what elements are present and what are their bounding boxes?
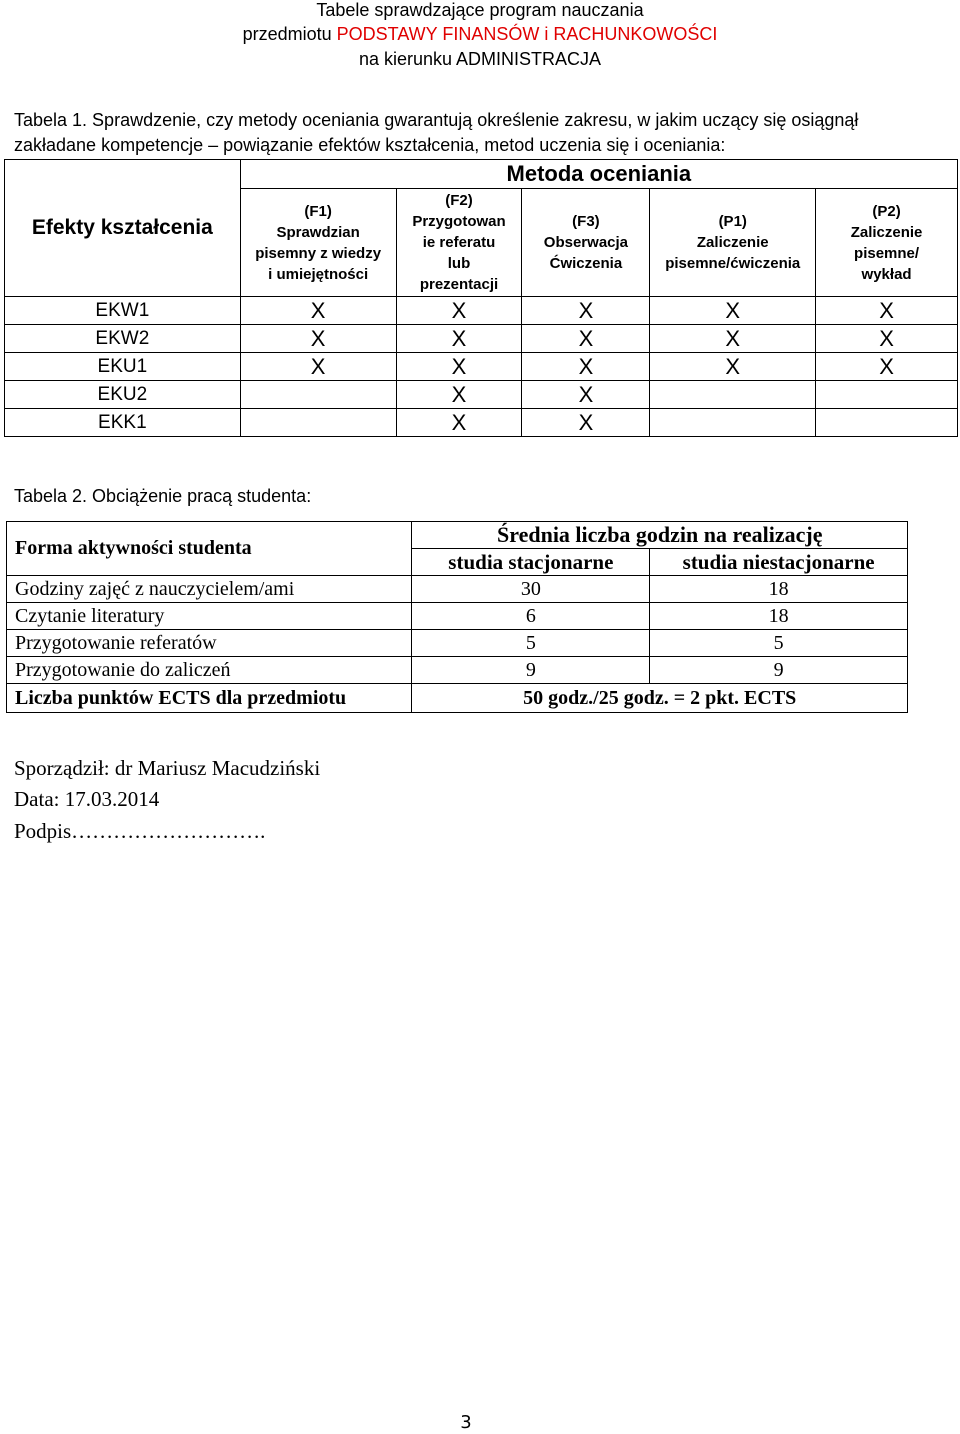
ects-label: Liczba punktów ECTS dla przedmiotu (7, 684, 412, 713)
mark-cell: X (816, 297, 958, 325)
method-cell (816, 189, 958, 297)
method-label-line: Zaliczenie (696, 234, 769, 251)
method-label-line: i umiejętności (268, 265, 369, 283)
mark-cell: X (816, 353, 958, 381)
full-time-cell: 5 (412, 630, 650, 657)
mark-cell: X (522, 353, 650, 381)
effect-code: EKU2 (5, 381, 241, 409)
mark-cell: X (816, 325, 958, 353)
mark-cell: X (650, 297, 816, 325)
effect-code: EKW1 (5, 297, 241, 325)
method-label-line: wykład (861, 265, 912, 283)
document-title-line2 (0, 22, 960, 46)
mark-cell: X (522, 297, 650, 325)
mark-cell: X (396, 297, 522, 325)
mark-cell (240, 409, 396, 437)
prepared-by: Sporządził: dr Mariusz Macudziński (14, 756, 321, 780)
table1-caption-line1: Tabela 1. Sprawdzenie, czy metody oceniania gwarantują określenie zakresu, w jakim uczący się osiągnął (14, 110, 859, 130)
method-code: (F1) (304, 202, 332, 220)
table2-caption: Tabela 2. Obciążenie pracą studenta: (14, 486, 312, 506)
effects-header: Efekty kształcenia (5, 160, 241, 297)
activity-cell: Godziny zajęć z nauczycielem/ami (7, 576, 412, 603)
table-row (7, 657, 908, 684)
mark-cell (240, 381, 396, 409)
mark-cell: X (650, 353, 816, 381)
method-label-line: ie referatu (422, 234, 496, 251)
signature: Podpis………………………. (14, 819, 266, 843)
method-label-line: pisemny z wiedzy (255, 244, 382, 262)
mark-cell: X (396, 353, 522, 381)
method-label-line: Obserwacja (543, 234, 629, 251)
method-cell (650, 189, 816, 297)
part-time-cell: 18 (650, 576, 908, 603)
method-cell (522, 189, 650, 297)
date: Data: 17.03.2014 (14, 787, 160, 811)
document-title-line3: na kierunku ADMINISTRACJA (358, 49, 602, 69)
method-label-line: Sprawdzian (276, 223, 360, 241)
method-code: (P2) (872, 202, 901, 220)
subject-prefix: przedmiotu (242, 24, 337, 44)
assessment-methods-table (4, 159, 958, 437)
method-code: (P1) (718, 213, 747, 230)
mark-cell: X (650, 325, 816, 353)
table-row (5, 325, 958, 353)
mark-cell (816, 381, 958, 409)
method-label-line: Zaliczenie (850, 223, 923, 241)
part-time-header: studia niestacjonarne (650, 549, 908, 576)
method-code: (F2) (445, 192, 473, 209)
table-row (5, 381, 958, 409)
method-header: Metoda oceniania (240, 160, 957, 189)
table-row (7, 576, 908, 603)
method-cell (240, 189, 396, 297)
workload-table (6, 521, 908, 713)
mark-cell: X (522, 381, 650, 409)
table-row (5, 353, 958, 381)
document-title-line1: Tabele sprawdzające program nauczania (316, 0, 644, 20)
full-time-cell: 6 (412, 603, 650, 630)
effect-code: EKU1 (5, 353, 241, 381)
mark-cell: X (396, 325, 522, 353)
mark-cell: X (522, 409, 650, 437)
mark-cell: X (240, 325, 396, 353)
effect-code: EKK1 (5, 409, 241, 437)
method-label-line: prezentacji (419, 276, 499, 293)
mark-cell: X (522, 325, 650, 353)
mark-cell: X (396, 381, 522, 409)
method-code: (F3) (572, 213, 600, 230)
table-row (7, 603, 908, 630)
full-time-cell: 30 (412, 576, 650, 603)
hours-header: Średnia liczba godzin na realizację (412, 522, 908, 549)
method-cell (396, 189, 522, 297)
mark-cell (650, 381, 816, 409)
activity-cell: Przygotowanie do zaliczeń (7, 657, 412, 684)
mark-cell: X (240, 297, 396, 325)
table-row (5, 409, 958, 437)
mark-cell (816, 409, 958, 437)
method-label-line: Ćwiczenia (549, 255, 623, 272)
ects-row (7, 684, 908, 713)
part-time-cell: 5 (650, 630, 908, 657)
table-row (7, 630, 908, 657)
mark-cell (650, 409, 816, 437)
page-number: 3 (460, 1412, 472, 1433)
method-label-line: lub (447, 255, 471, 272)
full-time-cell: 9 (412, 657, 650, 684)
method-label-line: pisemne/ćwiczenia (665, 255, 801, 272)
method-label-line: Przygotowan (412, 213, 506, 230)
effect-code: EKW2 (5, 325, 241, 353)
mark-cell: X (396, 409, 522, 437)
mark-cell: X (240, 353, 396, 381)
part-time-cell: 18 (650, 603, 908, 630)
part-time-cell: 9 (650, 657, 908, 684)
table1-caption-line2: zakładane kompetencje – powiązanie efektów kształcenia, metod uczenia się i oceniania: (14, 135, 726, 155)
subject-name: PODSTAWY FINANSÓW i RACHUNKOWOŚCI (336, 24, 718, 44)
activity-cell: Przygotowanie referatów (7, 630, 412, 657)
activity-cell: Czytanie literatury (7, 603, 412, 630)
table-row (5, 297, 958, 325)
ects-value: 50 godz./25 godz. = 2 pkt. ECTS (412, 684, 908, 713)
full-time-header: studia stacjonarne (412, 549, 650, 576)
activity-header: Forma aktywności studenta (7, 522, 412, 576)
method-label-line: pisemne/ (854, 244, 920, 262)
